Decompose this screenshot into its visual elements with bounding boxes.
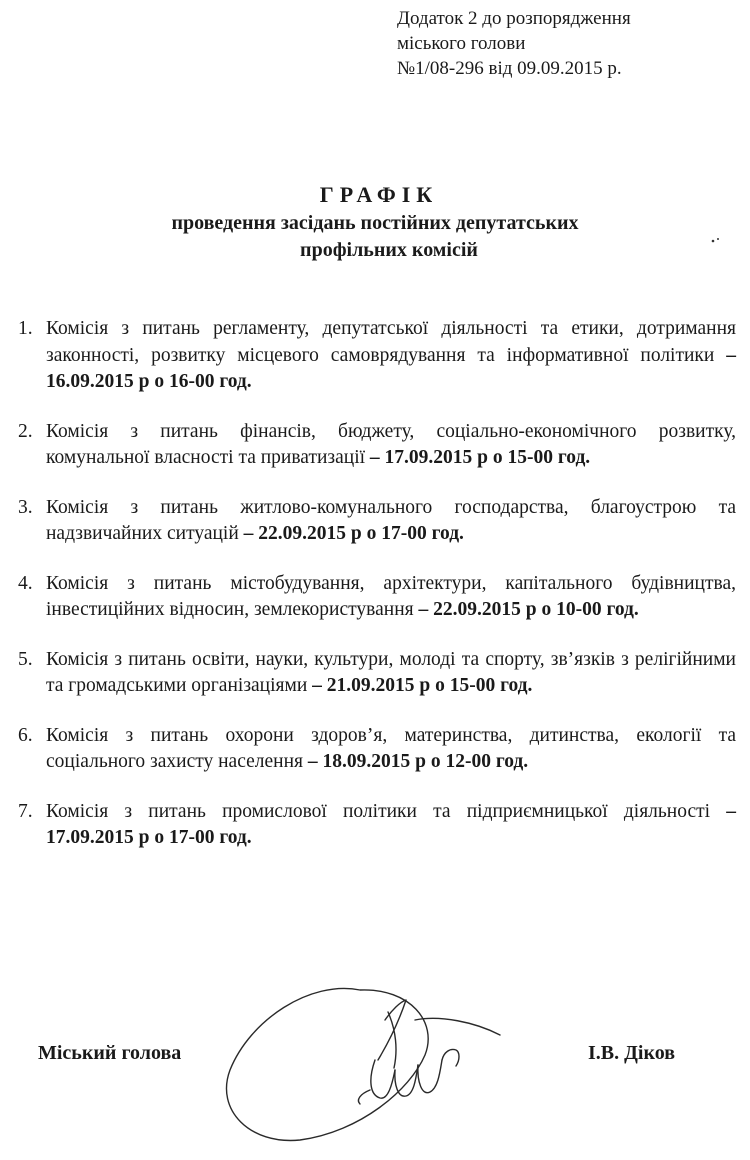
document-subtitle-line-2: профільних комісій: [300, 239, 478, 261]
item-text: Комісія з питань освіти, науки, культури, молоді та спорту, зв’язків з релігійними та громадськими організаціями: [46, 648, 736, 696]
item-number: 7.: [18, 800, 33, 822]
item-number: 1.: [18, 318, 33, 339]
list-item: [18, 571, 736, 624]
list-item: [18, 419, 736, 472]
annex-header: [397, 6, 727, 81]
commission-schedule-list: [18, 316, 736, 852]
title-block: [0, 180, 750, 264]
annex-line-2: міського голови: [397, 33, 526, 54]
item-number: 2.: [18, 420, 33, 442]
item-datetime: – 22.09.2015 р о 17-00 год.: [243, 523, 464, 544]
signature-name: І.В. Діков: [588, 1042, 676, 1064]
handwritten-signature: [210, 960, 510, 1150]
item-number: 3.: [18, 496, 33, 518]
item-text: Комісія з питань містобудування, архітектури, капітального будівництва, інвестиційних відносин, землекористування: [46, 572, 736, 620]
item-datetime: – 16.09.2015 р о 16-00 год.: [46, 344, 736, 392]
document-title: ГРАФІК: [319, 182, 439, 207]
document-subtitle-line-1: проведення засідань постійних депутатських: [171, 212, 579, 234]
item-text: Комісія з питань охорони здоров’я, материнства, дитинства, екології та соціального захисту населення: [46, 724, 736, 772]
item-text: Комісія з питань промислової політики та підприємницької діяльності: [46, 800, 711, 822]
item-number: 4.: [18, 572, 33, 594]
item-datetime: – 18.09.2015 р о 12-00 год.: [307, 751, 529, 772]
signature-position: Міський голова: [38, 1042, 182, 1064]
list-item: [18, 647, 736, 700]
scan-speck: [710, 236, 722, 244]
item-text: Комісія з питань житлово-комунального господарства, благоустрою та надзвичайних ситуацій: [46, 496, 736, 544]
item-text: Комісія з питань регламенту, депутатської діяльності та етики, дотримання законності, розвитку місцевого самоврядування та інформативної політики: [46, 318, 736, 366]
list-item: [18, 316, 736, 396]
list-item: [18, 723, 736, 776]
item-text: Комісія з питань фінансів, бюджету, соціально-економічного розвитку, комунальної власності та приватизації: [46, 420, 736, 468]
item-number: 6.: [18, 724, 33, 746]
item-datetime: – 22.09.2015 р о 10-00 год.: [418, 599, 639, 620]
item-datetime: – 17.09.2015 р о 17-00 год.: [46, 800, 736, 848]
annex-line-1: Додаток 2 до розпорядження: [397, 8, 631, 29]
annex-line-3: №1/08-296 від 09.09.2015 р.: [397, 58, 622, 79]
list-item: [18, 799, 736, 852]
item-number: 5.: [18, 648, 33, 670]
item-datetime: – 17.09.2015 р о 15-00 год.: [369, 447, 591, 468]
item-datetime: – 21.09.2015 р о 15-00 год.: [312, 675, 533, 696]
list-item: [18, 495, 736, 548]
